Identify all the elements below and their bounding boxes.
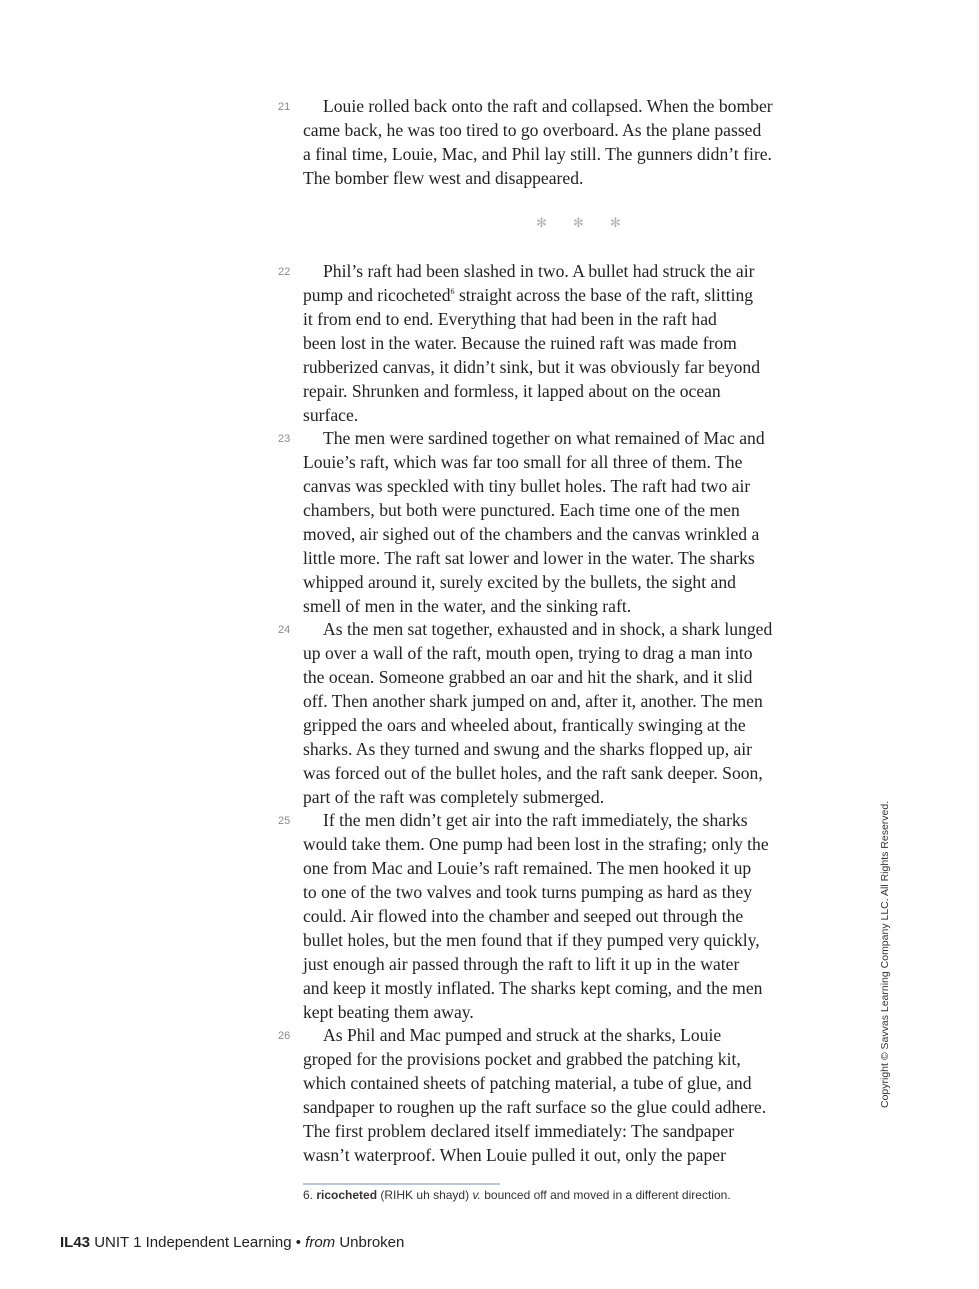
- text-line: sandpaper to roughen up the raft surface so the glue could adhere.: [303, 1097, 767, 1117]
- page-footer: [60, 1234, 404, 1251]
- text-line: Louie’s raft, which was far too small for all three of them. The: [303, 452, 743, 472]
- paragraph-number: 21: [278, 101, 291, 113]
- text-line: The bomber flew west and disappeared.: [303, 168, 584, 188]
- paragraph-21: [303, 94, 843, 190]
- text-line: sharks. As they turned and swung and the sharks flopped up, air: [303, 739, 753, 759]
- text-line: part of the raft was completely submerged.: [303, 787, 605, 807]
- text-line: it from end to end. Everything that had been in the raft had: [303, 309, 717, 329]
- text-segment: pump and ricocheted: [303, 285, 451, 305]
- paragraph-23: [303, 426, 843, 618]
- text-line: If the men didn’t get air into the raft immediately, the sharks: [323, 810, 748, 830]
- text-line: whipped around it, surely excited by the bullets, the sight and: [303, 572, 736, 592]
- text-line: The men were sardined together on what remained of Mac and: [323, 428, 765, 448]
- text-line: a final time, Louie, Mac, and Phil lay still. The gunners didn’t fire.: [303, 144, 772, 164]
- paragraph-26: [303, 1023, 843, 1167]
- text-line: was forced out of the bullet holes, and the raft sank deeper. Soon,: [303, 763, 763, 783]
- selection-title: Unbroken: [339, 1234, 405, 1251]
- text-line: smell of men in the water, and the sinking raft.: [303, 596, 632, 616]
- text-line-with-footnote: [303, 283, 843, 307]
- footnote-pronunciation: (RIHK uh shayd): [380, 1188, 470, 1202]
- text-line: kept beating them away.: [303, 1002, 474, 1022]
- text-line: The first problem declared itself immediately: The sandpaper: [303, 1121, 735, 1141]
- text-line: wasn’t waterproof. When Louie pulled it out, only the paper: [303, 1145, 726, 1165]
- text-line: the ocean. Someone grabbed an oar and hit the shark, and it slid: [303, 667, 753, 687]
- paragraph-number: 23: [278, 433, 291, 445]
- text-line: could. Air flowed into the chamber and seeped out through the: [303, 906, 744, 926]
- text-line: As Phil and Mac pumped and struck at the sharks, Louie: [323, 1025, 722, 1045]
- footnote-term: ricocheted: [316, 1188, 378, 1202]
- page-number: IL43: [60, 1234, 91, 1251]
- text-line: up over a wall of the raft, mouth open, trying to drag a man into: [303, 643, 753, 663]
- text-line: rubberized canvas, it didn’t sink, but it was obviously far beyond: [303, 357, 761, 377]
- footnote-reference: 6: [450, 287, 455, 297]
- paragraph-number: 26: [278, 1030, 291, 1042]
- text-line: bullet holes, but the men found that if they pumped very quickly,: [303, 930, 760, 950]
- text-segment: straight across the base of the raft, slitting: [454, 285, 754, 305]
- text-line: off. Then another shark jumped on and, after it, another. The men: [303, 691, 763, 711]
- text-line: which contained sheets of patching material, a tube of glue, and: [303, 1073, 752, 1093]
- footnote-number: 6.: [303, 1188, 314, 1202]
- text-line: surface.: [303, 405, 359, 425]
- text-line: Louie rolled back onto the raft and collapsed. When the bomber: [323, 96, 773, 116]
- footnote-part-of-speech: v.: [472, 1188, 481, 1202]
- text-line: just enough air passed through the raft to lift it up in the water: [303, 954, 740, 974]
- paragraph-22: [303, 259, 843, 427]
- text-line: moved, air sighed out of the chambers and the canvas wrinkled a: [303, 524, 760, 544]
- footnote: [303, 1187, 731, 1203]
- text-line: and keep it mostly inflated. The sharks kept coming, and the men: [303, 978, 763, 998]
- text-line: groped for the provisions pocket and grabbed the patching kit,: [303, 1049, 741, 1069]
- copyright-notice: Copyright © Savvas Learning Company LLC. All Rights Reserved.: [879, 800, 891, 1108]
- paragraph-number: 22: [278, 266, 291, 278]
- paragraph-25: [303, 808, 843, 1024]
- footnote-divider: [303, 1183, 500, 1185]
- text-line: came back, he was too tired to go overboard. As the plane passed: [303, 120, 762, 140]
- text-line: one from Mac and Louie’s raft remained. The men hooked it up: [303, 858, 752, 878]
- paragraph-24: [303, 617, 843, 809]
- text-line: Phil’s raft had been slashed in two. A bullet had struck the air: [323, 261, 755, 281]
- text-line: to one of the two valves and took turns pumping as hard as they: [303, 882, 753, 902]
- text-line: little more. The raft sat lower and lower in the water. The sharks: [303, 548, 755, 568]
- text-line: been lost in the water. Because the ruined raft was made from: [303, 333, 737, 353]
- text-line: canvas was speckled with tiny bullet holes. The raft had two air: [303, 476, 751, 496]
- text-line: repair. Shrunken and formless, it lapped about on the ocean: [303, 381, 721, 401]
- footnote-definition: bounced off and moved in a different direction.: [484, 1188, 731, 1202]
- text-line: gripped the oars and wheeled about, frantically swinging at the: [303, 715, 746, 735]
- text-line: chambers, but both were punctured. Each time one of the men: [303, 500, 740, 520]
- paragraph-number: 24: [278, 624, 291, 636]
- paragraph-number: 25: [278, 815, 291, 827]
- text-line: would take them. One pump had been lost in the strafing; only the: [303, 834, 769, 854]
- unit-label: UNIT 1 Independent Learning •: [94, 1234, 301, 1251]
- text-line: As the men sat together, exhausted and in shock, a shark lunged: [323, 619, 773, 639]
- from-label: from: [305, 1234, 336, 1251]
- section-separator: ✻ ✻ ✻: [536, 216, 632, 231]
